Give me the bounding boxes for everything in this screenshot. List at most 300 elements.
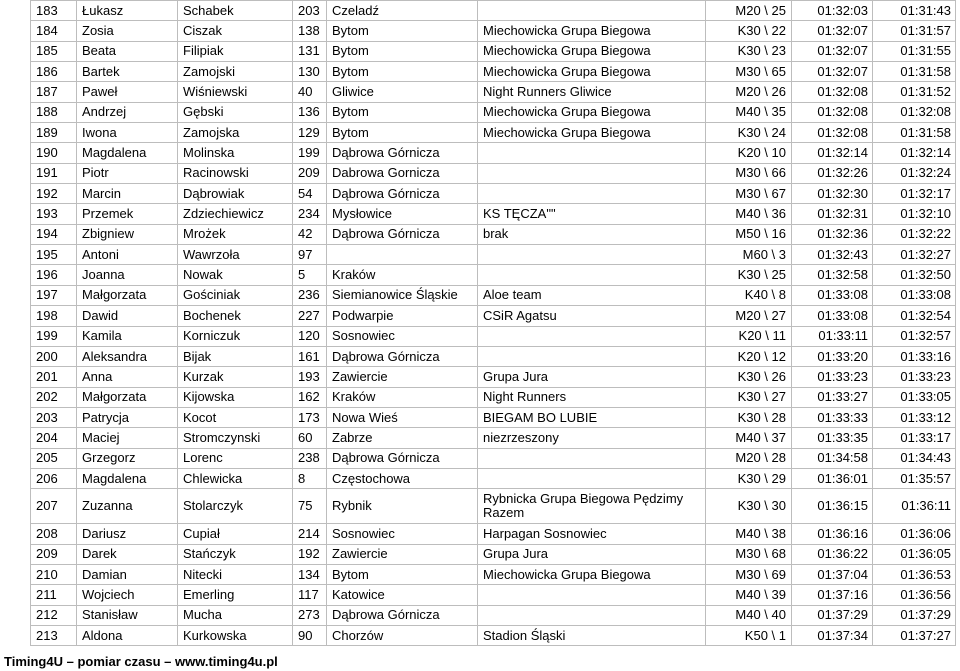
cell-bib: 120 [293,326,327,346]
cell-first-name: Piotr [77,163,178,183]
cell-category: M40 \ 40 [706,605,792,625]
cell-city: Kraków [327,387,478,407]
cell-place: 207 [31,489,77,524]
cell-category: M40 \ 37 [706,428,792,448]
cell-city: Katowice [327,585,478,605]
cell-last-name: Zdziechiewicz [178,204,293,224]
cell-city: Czeladź [327,1,478,21]
cell-gross-time: 01:32:58 [792,265,873,285]
cell-last-name: Zamojski [178,62,293,82]
cell-net-time: 01:32:57 [873,326,956,346]
cell-place: 205 [31,448,77,468]
table-row [31,245,956,265]
cell-first-name: Joanna [77,265,178,285]
cell-club: Aloe team [478,285,706,305]
cell-gross-time: 01:32:31 [792,204,873,224]
table-row [31,564,956,584]
cell-bib: 192 [293,544,327,564]
cell-bib: 236 [293,285,327,305]
cell-place: 202 [31,387,77,407]
table-row [31,544,956,564]
cell-first-name: Patrycja [77,407,178,427]
cell-net-time: 01:36:56 [873,585,956,605]
cell-category: K40 \ 8 [706,285,792,305]
cell-gross-time: 01:32:03 [792,1,873,21]
table-row [31,306,956,326]
cell-city: Bytom [327,123,478,143]
cell-net-time: 01:36:53 [873,564,956,584]
cell-place: 193 [31,204,77,224]
cell-last-name: Stolarczyk [178,489,293,524]
table-row [31,605,956,625]
cell-net-time: 01:32:24 [873,163,956,183]
cell-net-time: 01:31:52 [873,82,956,102]
cell-gross-time: 01:32:07 [792,62,873,82]
cell-last-name: Dąbrowiak [178,184,293,204]
cell-bib: 136 [293,102,327,122]
cell-last-name: Ciszak [178,21,293,41]
cell-gross-time: 01:32:30 [792,184,873,204]
cell-category: K20 \ 12 [706,346,792,366]
cell-net-time: 01:32:08 [873,102,956,122]
cell-category: M20 \ 25 [706,1,792,21]
cell-last-name: Cupiał [178,524,293,544]
cell-gross-time: 01:33:35 [792,428,873,448]
cell-gross-time: 01:36:15 [792,489,873,524]
cell-first-name: Magdalena [77,468,178,488]
table-row [31,387,956,407]
cell-gross-time: 01:33:20 [792,346,873,366]
cell-place: 187 [31,82,77,102]
cell-first-name: Darek [77,544,178,564]
cell-first-name: Marcin [77,184,178,204]
cell-bib: 75 [293,489,327,524]
cell-club: brak [478,224,706,244]
cell-city: Częstochowa [327,468,478,488]
cell-first-name: Bartek [77,62,178,82]
cell-city: Nowa Wieś [327,407,478,427]
cell-first-name: Paweł [77,82,178,102]
cell-gross-time: 01:37:16 [792,585,873,605]
table-row [31,224,956,244]
cell-bib: 90 [293,625,327,645]
cell-city: Bytom [327,564,478,584]
cell-club [478,265,706,285]
cell-place: 189 [31,123,77,143]
cell-net-time: 01:32:54 [873,306,956,326]
cell-city: Bytom [327,41,478,61]
cell-city: Zawiercie [327,367,478,387]
cell-net-time: 01:33:23 [873,367,956,387]
cell-category: M20 \ 26 [706,82,792,102]
cell-net-time: 01:36:06 [873,524,956,544]
cell-last-name: Bochenek [178,306,293,326]
table-row [31,82,956,102]
cell-net-time: 01:34:43 [873,448,956,468]
cell-city: Dąbrowa Górnicza [327,184,478,204]
cell-gross-time: 01:32:14 [792,143,873,163]
cell-club [478,245,706,265]
cell-place: 203 [31,407,77,427]
cell-gross-time: 01:33:23 [792,367,873,387]
table-row [31,407,956,427]
cell-city: Bytom [327,102,478,122]
results-body [31,1,956,646]
table-row [31,184,956,204]
cell-last-name: Mucha [178,605,293,625]
cell-gross-time: 01:33:08 [792,306,873,326]
cell-last-name: Schabek [178,1,293,21]
cell-place: 185 [31,41,77,61]
cell-category: K20 \ 10 [706,143,792,163]
cell-club: niezrzeszony [478,428,706,448]
cell-city: Dabrowa Gornicza [327,163,478,183]
cell-category: K30 \ 29 [706,468,792,488]
cell-last-name: Stańczyk [178,544,293,564]
cell-club [478,346,706,366]
cell-place: 210 [31,564,77,584]
cell-net-time: 01:35:57 [873,468,956,488]
cell-net-time: 01:37:27 [873,625,956,645]
cell-club: Grupa Jura [478,367,706,387]
cell-gross-time: 01:32:07 [792,41,873,61]
cell-city: Bytom [327,62,478,82]
cell-place: 212 [31,605,77,625]
cell-last-name: Kurzak [178,367,293,387]
cell-club: Night Runners Gliwice [478,82,706,102]
cell-club [478,585,706,605]
cell-category: K30 \ 25 [706,265,792,285]
table-row [31,367,956,387]
cell-gross-time: 01:32:36 [792,224,873,244]
cell-first-name: Antoni [77,245,178,265]
cell-city: Dąbrowa Górnicza [327,346,478,366]
cell-gross-time: 01:36:01 [792,468,873,488]
cell-last-name: Stromczynski [178,428,293,448]
cell-bib: 173 [293,407,327,427]
cell-first-name: Zuzanna [77,489,178,524]
cell-category: M50 \ 16 [706,224,792,244]
cell-place: 186 [31,62,77,82]
cell-city: Zabrze [327,428,478,448]
cell-last-name: Kurkowska [178,625,293,645]
cell-category: M20 \ 27 [706,306,792,326]
cell-gross-time: 01:37:04 [792,564,873,584]
cell-club [478,184,706,204]
cell-city [327,245,478,265]
cell-bib: 138 [293,21,327,41]
table-row [31,163,956,183]
cell-bib: 8 [293,468,327,488]
cell-club: Rybnicka Grupa Biegowa Pędzimy Razem [478,489,706,524]
cell-club [478,143,706,163]
cell-last-name: Molinska [178,143,293,163]
cell-first-name: Beata [77,41,178,61]
cell-bib: 162 [293,387,327,407]
cell-place: 184 [31,21,77,41]
cell-city: Kraków [327,265,478,285]
cell-city: Dąbrowa Górnicza [327,605,478,625]
cell-club [478,163,706,183]
cell-club [478,605,706,625]
cell-net-time: 01:31:43 [873,1,956,21]
cell-last-name: Emerling [178,585,293,605]
cell-last-name: Zamojska [178,123,293,143]
cell-net-time: 01:36:05 [873,544,956,564]
cell-city: Sosnowiec [327,524,478,544]
cell-club: Miechowicka Grupa Biegowa [478,62,706,82]
cell-category: M30 \ 69 [706,564,792,584]
cell-last-name: Nitecki [178,564,293,584]
cell-category: K30 \ 24 [706,123,792,143]
cell-club: Harpagan Sosnowiec [478,524,706,544]
cell-place: 194 [31,224,77,244]
cell-club: BIEGAM BO LUBIE [478,407,706,427]
cell-category: K30 \ 23 [706,41,792,61]
cell-net-time: 01:31:58 [873,123,956,143]
cell-category: K30 \ 22 [706,21,792,41]
cell-club: Miechowicka Grupa Biegowa [478,21,706,41]
cell-gross-time: 01:34:58 [792,448,873,468]
cell-category: M30 \ 66 [706,163,792,183]
cell-place: 192 [31,184,77,204]
cell-gross-time: 01:33:33 [792,407,873,427]
cell-first-name: Damian [77,564,178,584]
cell-category: M30 \ 67 [706,184,792,204]
cell-net-time: 01:32:14 [873,143,956,163]
cell-first-name: Dariusz [77,524,178,544]
cell-net-time: 01:33:08 [873,285,956,305]
cell-last-name: Wiśniewski [178,82,293,102]
cell-category: K50 \ 1 [706,625,792,645]
table-row [31,346,956,366]
cell-category: K30 \ 26 [706,367,792,387]
cell-category: K30 \ 28 [706,407,792,427]
cell-last-name: Bijak [178,346,293,366]
cell-club: Night Runners [478,387,706,407]
cell-city: Chorzów [327,625,478,645]
cell-first-name: Aleksandra [77,346,178,366]
cell-city: Siemianowice Śląskie [327,285,478,305]
cell-place: 190 [31,143,77,163]
cell-gross-time: 01:32:07 [792,21,873,41]
cell-gross-time: 01:33:08 [792,285,873,305]
cell-gross-time: 01:32:08 [792,102,873,122]
cell-place: 198 [31,306,77,326]
cell-last-name: Wawrzoła [178,245,293,265]
cell-first-name: Grzegorz [77,448,178,468]
cell-category: M40 \ 38 [706,524,792,544]
cell-net-time: 01:33:17 [873,428,956,448]
cell-first-name: Zosia [77,21,178,41]
cell-first-name: Dawid [77,306,178,326]
cell-bib: 161 [293,346,327,366]
cell-city: Dąbrowa Górnicza [327,224,478,244]
cell-category: M30 \ 68 [706,544,792,564]
cell-city: Dąbrowa Górnicza [327,143,478,163]
table-row [31,428,956,448]
cell-net-time: 01:31:57 [873,21,956,41]
table-row [31,468,956,488]
cell-gross-time: 01:36:22 [792,544,873,564]
cell-first-name: Iwona [77,123,178,143]
cell-bib: 130 [293,62,327,82]
cell-club [478,1,706,21]
table-row [31,102,956,122]
cell-gross-time: 01:32:26 [792,163,873,183]
cell-net-time: 01:32:17 [873,184,956,204]
cell-last-name: Kocot [178,407,293,427]
cell-category: M40 \ 35 [706,102,792,122]
cell-gross-time: 01:36:16 [792,524,873,544]
cell-place: 183 [31,1,77,21]
table-row [31,123,956,143]
cell-city: Rybnik [327,489,478,524]
cell-city: Sosnowiec [327,326,478,346]
cell-bib: 203 [293,1,327,21]
cell-club: CSiR Agatsu [478,306,706,326]
cell-last-name: Nowak [178,265,293,285]
cell-first-name: Maciej [77,428,178,448]
cell-place: 197 [31,285,77,305]
cell-bib: 131 [293,41,327,61]
cell-place: 201 [31,367,77,387]
cell-category: K20 \ 11 [706,326,792,346]
cell-club: KS TĘCZA"" [478,204,706,224]
cell-bib: 40 [293,82,327,102]
cell-first-name: Stanisław [77,605,178,625]
cell-place: 204 [31,428,77,448]
cell-net-time: 01:33:05 [873,387,956,407]
cell-net-time: 01:31:55 [873,41,956,61]
cell-bib: 129 [293,123,327,143]
cell-place: 188 [31,102,77,122]
cell-last-name: Mrożek [178,224,293,244]
cell-bib: 238 [293,448,327,468]
table-row [31,62,956,82]
footer-credit: Timing4U – pomiar czasu – www.timing4u.pl [4,654,278,669]
cell-first-name: Małgorzata [77,285,178,305]
cell-club [478,468,706,488]
cell-place: 191 [31,163,77,183]
results-table [30,0,956,646]
cell-first-name: Wojciech [77,585,178,605]
cell-net-time: 01:32:27 [873,245,956,265]
cell-first-name: Łukasz [77,1,178,21]
table-row [31,448,956,468]
table-row [31,41,956,61]
cell-gross-time: 01:37:34 [792,625,873,645]
cell-place: 213 [31,625,77,645]
cell-bib: 54 [293,184,327,204]
cell-city: Dąbrowa Górnicza [327,448,478,468]
cell-bib: 199 [293,143,327,163]
cell-first-name: Aldona [77,625,178,645]
cell-first-name: Anna [77,367,178,387]
cell-first-name: Przemek [77,204,178,224]
cell-bib: 5 [293,265,327,285]
cell-club [478,326,706,346]
cell-first-name: Magdalena [77,143,178,163]
cell-bib: 193 [293,367,327,387]
cell-gross-time: 01:32:43 [792,245,873,265]
cell-bib: 117 [293,585,327,605]
table-row [31,143,956,163]
cell-place: 211 [31,585,77,605]
cell-place: 195 [31,245,77,265]
cell-club: Miechowicka Grupa Biegowa [478,41,706,61]
cell-net-time: 01:32:22 [873,224,956,244]
cell-category: K30 \ 30 [706,489,792,524]
cell-place: 199 [31,326,77,346]
cell-gross-time: 01:33:11 [792,326,873,346]
cell-city: Mysłowice [327,204,478,224]
cell-last-name: Kijowska [178,387,293,407]
cell-club: Miechowicka Grupa Biegowa [478,102,706,122]
cell-bib: 97 [293,245,327,265]
cell-bib: 273 [293,605,327,625]
cell-city: Podwarpie [327,306,478,326]
cell-gross-time: 01:33:27 [792,387,873,407]
cell-bib: 234 [293,204,327,224]
cell-last-name: Chlewicka [178,468,293,488]
cell-first-name: Małgorzata [77,387,178,407]
cell-bib: 134 [293,564,327,584]
cell-category: M40 \ 36 [706,204,792,224]
cell-club: Stadion Śląski [478,625,706,645]
table-row [31,285,956,305]
cell-gross-time: 01:32:08 [792,123,873,143]
table-row [31,489,956,524]
cell-last-name: Gębski [178,102,293,122]
cell-last-name: Lorenc [178,448,293,468]
table-row [31,326,956,346]
cell-last-name: Korniczuk [178,326,293,346]
cell-category: K30 \ 27 [706,387,792,407]
cell-gross-time: 01:32:08 [792,82,873,102]
table-row [31,625,956,645]
table-row [31,585,956,605]
cell-first-name: Andrzej [77,102,178,122]
cell-bib: 60 [293,428,327,448]
cell-gross-time: 01:37:29 [792,605,873,625]
cell-bib: 42 [293,224,327,244]
cell-net-time: 01:33:16 [873,346,956,366]
cell-last-name: Racinowski [178,163,293,183]
cell-bib: 214 [293,524,327,544]
cell-place: 196 [31,265,77,285]
cell-city: Bytom [327,21,478,41]
table-row [31,21,956,41]
table-row [31,524,956,544]
cell-first-name: Zbigniew [77,224,178,244]
cell-net-time: 01:32:50 [873,265,956,285]
cell-category: M20 \ 28 [706,448,792,468]
cell-city: Gliwice [327,82,478,102]
cell-category: M60 \ 3 [706,245,792,265]
cell-bib: 209 [293,163,327,183]
cell-net-time: 01:32:10 [873,204,956,224]
cell-first-name: Kamila [77,326,178,346]
cell-club: Grupa Jura [478,544,706,564]
table-row [31,204,956,224]
cell-last-name: Filipiak [178,41,293,61]
cell-club [478,448,706,468]
cell-net-time: 01:33:12 [873,407,956,427]
cell-net-time: 01:31:58 [873,62,956,82]
cell-last-name: Gościniak [178,285,293,305]
cell-net-time: 01:37:29 [873,605,956,625]
